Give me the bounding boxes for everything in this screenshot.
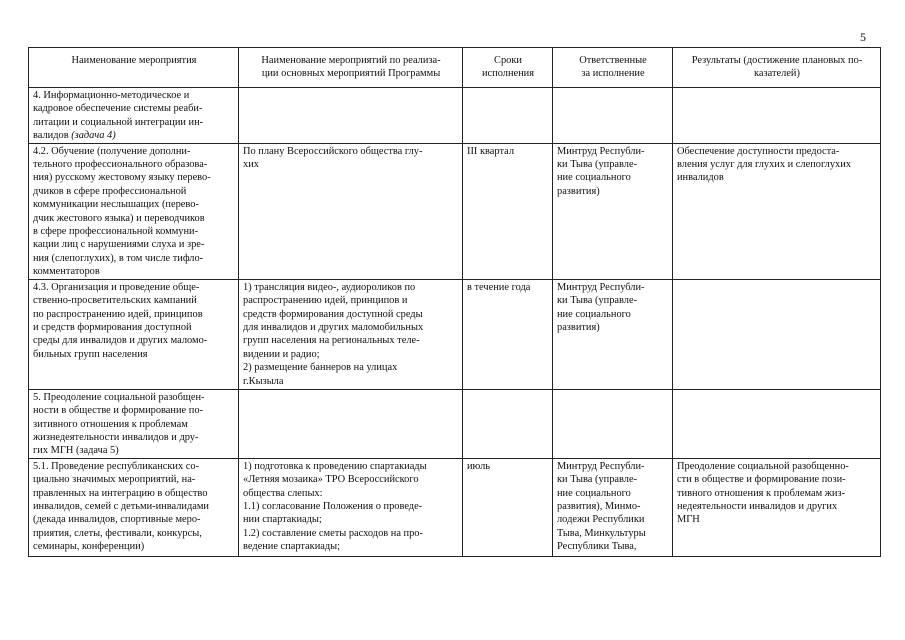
row-4-results (673, 389, 881, 458)
table-row (29, 279, 881, 389)
row-5-responsible: Минтруд Республи- ки Тыва (управле- ние социального развития), Минмо- лодежи Республики Тыва, Минкультуры Республики Тыва, (553, 458, 673, 556)
table-row (29, 389, 881, 458)
row-4-deadline (463, 389, 553, 458)
row-3-results (673, 279, 881, 389)
table-row (29, 143, 881, 279)
row-3-activities: 1) трансляция видео-, аудиороликов по распространению идей, принципов и средств формирования доступной среды для инвалидов и других маломобильных групп населения на региональных теле- видении и радио; 2) размещение баннеров на улицах г.Кызыла (239, 279, 463, 389)
row-5-activities: 1) подготовка к проведению спартакиады «Летняя мозаика» ТРО Всероссийского общества слепых: 1.1) согласование Положения о проведе- нии спартакиады; 1.2) составление сметы расходов на про- ведение спартакиады; (239, 458, 463, 556)
row-2-results: Обеспечение доступности предоста- вления услуг для глухих и слепоглухих инвалидов (673, 143, 881, 279)
row-3-responsible: Минтруд Республи- ки Тыва (управле- ние социального развития) (553, 279, 673, 389)
page-number: 5 (860, 30, 866, 44)
row-5-deadline: июль (463, 458, 553, 556)
row-2-deadline: III квартал (463, 143, 553, 279)
row-1-results (673, 88, 881, 144)
row-2-measure: 4.2. Обучение (получение дополни- тельного профессионального образова- ния) русскому жестовому языку перево- дчиков в сфере профессиональной коммуникации неслышащих (перево- дчик жестового языка) и переводчиков в сфере профессиональной коммуни- кации лиц с нарушениями слуха и зре- ния (слепоглухих), в том числе тифло- комментаторов (29, 143, 239, 279)
measures-table (28, 47, 881, 557)
header-responsible: Ответственные за исполнение (553, 48, 673, 88)
header-implementation-activities: Наименование мероприятий по реализа- ции основных мероприятий Программы (239, 48, 463, 88)
header-measure-name: Наименование мероприятия (29, 48, 239, 88)
row-3-measure: 4.3. Организация и проведение обще- ственно-просветительских кампаний по распространению идей, принципов и средств формирования доступной среды для инвалидов и других маломо- бильных групп населения (29, 279, 239, 389)
row-5-measure: 5.1. Проведение республиканских со- циально значимых мероприятий, на- правленных на интеграцию в общество инвалидов, семей с детьми-инвалидами (декада инвалидов, спортивные меро- приятия, слеты, фестивали, конкурсы, семинары, конференции) (29, 458, 239, 556)
row-2-responsible: Минтруд Республи- ки Тыва (управле- ние социального развития) (553, 143, 673, 279)
table-row (29, 88, 881, 144)
row-1-responsible (553, 88, 673, 144)
row-3-deadline: в течение года (463, 279, 553, 389)
row-4-activities (239, 389, 463, 458)
table-header-row (29, 48, 881, 88)
row-2-activities: По плану Всероссийского общества глу- хих (239, 143, 463, 279)
header-deadlines: Сроки исполнения (463, 48, 553, 88)
row-4-responsible (553, 389, 673, 458)
row-1-deadline (463, 88, 553, 144)
table-row (29, 458, 881, 556)
row-1-measure-text: 4. Информационно-методическое и кадровое обеспечение системы реаби- литации и социальной интеграции ин- валидов (33, 90, 204, 142)
header-results: Результаты (достижение плановых по- казателей) (673, 48, 881, 88)
row-1-activities (239, 88, 463, 144)
row-1-task-note: (задача 4) (71, 130, 116, 142)
row-4-measure: 5. Преодоление социальной разобщен- ности в обществе и формирование по- зитивного отношения к проблемам жизнедеятельности инвалидов и дру- гих МГН (задача 5) (29, 389, 239, 458)
row-1-measure (29, 88, 239, 144)
row-5-results: Преодоление социальной разобщенно- сти в обществе и формирование пози- тивного отношения к проблемам жиз- недеятельности инвалидов и других МГН (673, 458, 881, 556)
